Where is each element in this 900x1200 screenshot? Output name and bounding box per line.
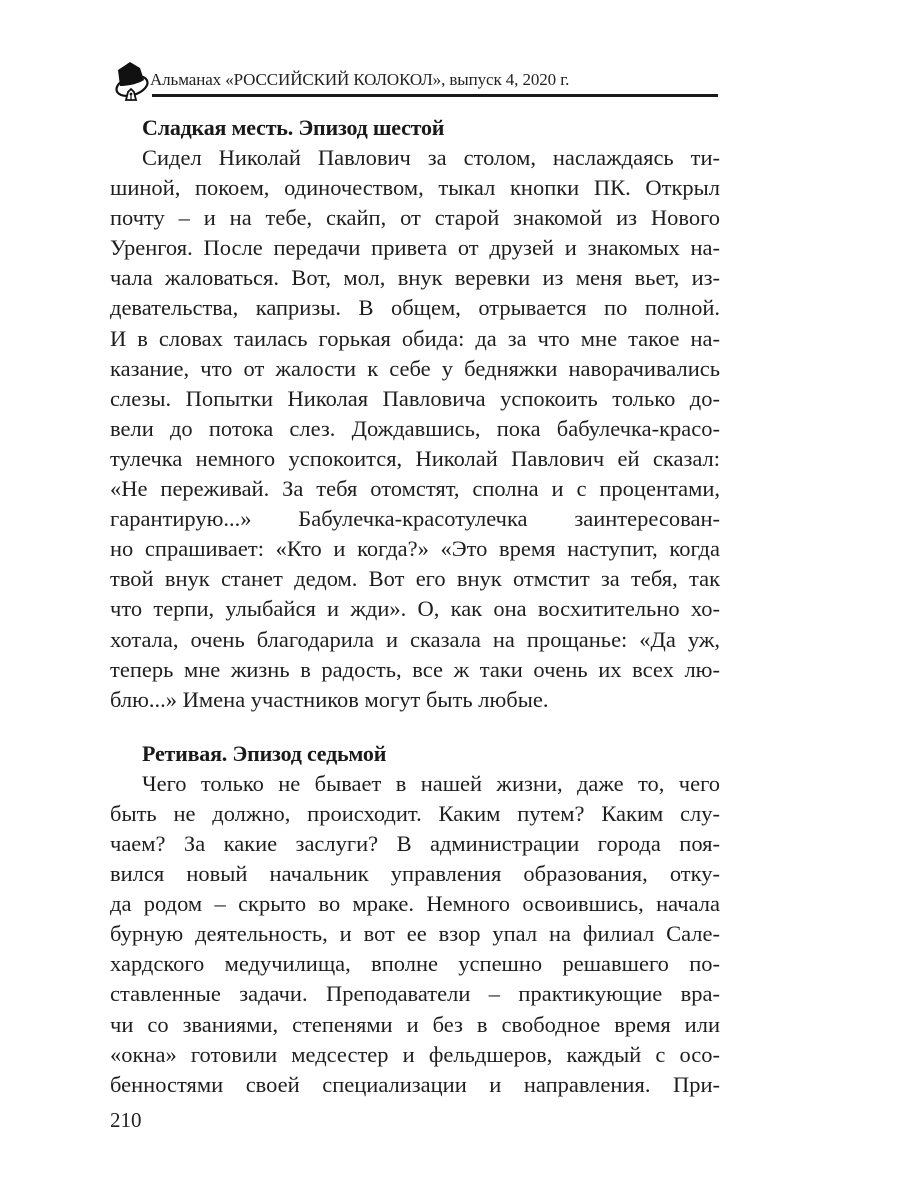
text-line: чаем? За какие заслуги? В администрации города поя- [110, 830, 720, 856]
text-line: твой внук станет дедом. Вот его внук отмстит за тебя, так [110, 566, 720, 592]
page-header [108, 52, 720, 102]
paragraph-episode-7 [110, 769, 720, 1100]
text-line: слезы. Попытки Николая Павловича успокоить только до- [110, 385, 720, 411]
text-line: Сидел Николай Павлович за столом, наслаждаясь ти- [142, 145, 720, 170]
text-line: бурную деятельность, и вот ее взор упал на филиал Сале- [110, 921, 720, 947]
text-line: да родом – скрыто во мраке. Немного освоившись, начала [110, 891, 720, 917]
text-line: «окна» готовили медсестер и фельдшеров, каждый с осо- [110, 1041, 720, 1067]
text-line: быть не должно, происходит. Каким путем? Каким слу- [110, 800, 720, 826]
text-line: девательства, капризы. В общем, отрывается по полной. [110, 295, 720, 321]
text-line: блю...» Имена участников могут быть любые. [110, 686, 549, 712]
page-number: 210 [110, 1108, 142, 1132]
text-line: шиной, покоем, одиночеством, тыкал кнопки ПК. Открыл [110, 175, 720, 201]
running-head: Альманах «РОССИЙСКИЙ КОЛОКОЛ», выпуск 4, 2020 г. [150, 70, 570, 89]
text-line: Уренгоя. После передачи привета от друзей и знакомых на- [110, 235, 720, 261]
text-line: чи со званиями, степенями и без в свободное время или [110, 1011, 720, 1037]
text-line: что терпи, улыбайся и жди». О, как она восхитительно хо- [110, 596, 720, 622]
text-line: бенностями своей специализации и направления. При- [110, 1071, 720, 1097]
text-line: но спрашивает: «Кто и когда?» «Это время наступит, когда [110, 536, 720, 562]
text-line: почту – и на тебе, скайп, от старой знакомой из Нового [110, 205, 720, 231]
text-line: вели до потока слез. Дождавшись, пока бабулечка-красо- [110, 415, 720, 441]
text-line: гарантирую...» Бабулечка-красотулечка заинтересован- [110, 506, 720, 532]
text-line: хардского медучилища, вполне успешно решавшего по- [110, 951, 720, 977]
text-line: И в словах таилась горькая обида: да за что мне такое на- [110, 325, 720, 351]
text-line: ставленные задачи. Преподаватели – практикующие вра- [110, 981, 720, 1007]
text-line: теперь мне жизнь в радость, все ж таки очень их всех лю- [110, 656, 720, 682]
text-line: «Не переживай. За тебя отомстят, сполна и с процентами, [110, 476, 720, 502]
text-line: тулечка немного успокоится, Николай Павлович ей сказал: [110, 445, 720, 471]
section-title-episode-6: Сладкая месть. Эпизод шестой [142, 115, 445, 140]
section-title-episode-7: Ретивая. Эпизод седьмой [142, 740, 387, 766]
text-line: казание, что от жалости к себе у бедняжки наворачивались [110, 355, 720, 381]
header-rule [152, 94, 718, 97]
page-body [110, 113, 720, 1100]
text-line: Чего только не бывает в нашей жизни, даже то, чего [142, 770, 720, 796]
text-line: чала жаловаться. Вот, мол, внук веревки из меня вьет, из- [110, 265, 720, 291]
paragraph-episode-6 [110, 143, 720, 715]
text-line: вился новый начальник управления образования, отку- [110, 861, 720, 887]
text-line: хотала, очень благодарила и сказала на прощанье: «Да уж, [110, 626, 720, 652]
